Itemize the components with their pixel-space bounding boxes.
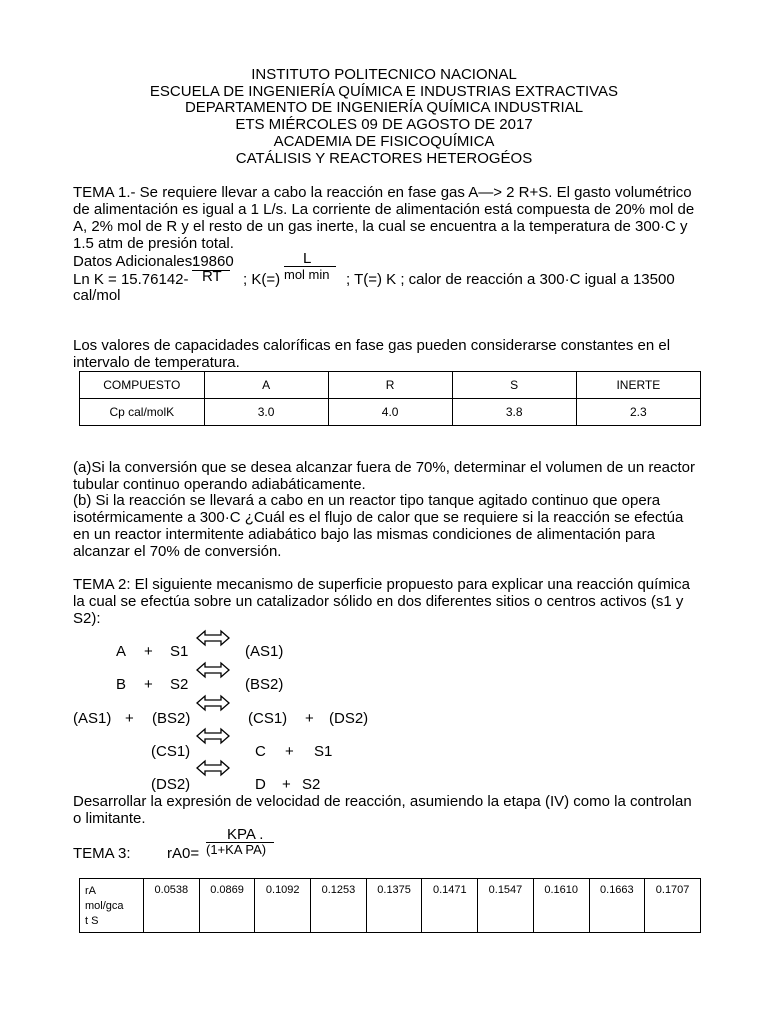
cp-header-a: A [204, 372, 328, 399]
rate-value-2: 0.0869 [199, 879, 255, 933]
equilibrium-arrow-2-icon [194, 661, 232, 679]
mech1-product: (AS1) [245, 643, 284, 660]
rate-header-line-2: mol/gca [85, 900, 124, 912]
rate-value-3: 0.1092 [255, 879, 311, 933]
mech3-plus2: + [305, 710, 314, 727]
header-institution: INSTITUTO POLITECNICO NACIONAL [251, 66, 517, 83]
rate-value-10: 0.1707 [645, 879, 701, 933]
header-department: DEPARTAMENTO DE INGENIERÍA QUÍMICA INDUSTRIAL [184, 99, 584, 117]
mech3-product-ds2: (DS2) [329, 710, 369, 727]
cp-value-inerte: 2.3 [576, 399, 700, 426]
equilibrium-arrow-3-icon [194, 694, 232, 712]
mech4-product-s1: S1 [314, 743, 333, 760]
mech2-product: (BS2) [245, 676, 284, 693]
tema1-intro: TEMA 1.- Se requiere llevar a cabo la reacción en fase gas A—> 2 R+S. El gasto volumétrico de alimentación es igual a 1 L/s. La corriente de alimentación está compuesta de 20% mol de A, 2% mol de R y el resto de un gas inerte, la cual se encuentra a la temperatura de 300·C y 1.5 atm de presión total. [73, 184, 695, 252]
mech4-product-c: C [255, 743, 266, 760]
table-row [80, 372, 701, 399]
cp-value-s: 3.8 [452, 399, 576, 426]
cp-row-label: Cp cal/molK [80, 399, 205, 426]
mech3-reactant-bs2: (BS2) [152, 710, 191, 727]
rate-value-9: 0.1663 [589, 879, 645, 933]
mech5-reactant-ds2: (DS2) [151, 776, 191, 793]
frac2-numerator: L [303, 250, 312, 267]
mech2-plus: + [144, 676, 153, 693]
header-course: CATÁLISIS Y REACTORES HETEROGÉOS [235, 149, 533, 167]
mech5-product-s2: S2 [302, 776, 321, 793]
cp-value-r: 4.0 [328, 399, 452, 426]
frac1-denominator: RT [202, 268, 222, 285]
rate-value-5: 0.1375 [366, 879, 422, 933]
cp-header-s: S [452, 372, 576, 399]
frac2-denominator: mol min [284, 267, 330, 282]
cp-header-compuesto: COMPUESTO [80, 372, 205, 399]
rate-value-4: 0.1253 [311, 879, 367, 933]
table-row [80, 879, 701, 933]
mech3-product-cs1: (CS1) [248, 710, 288, 727]
tema2-intro: TEMA 2: El siguiente mecanismo de superficie propuesto para explicar una reacción química la cual se efectúa sobre un catalizador sólido en dos diferentes sitios o centros activos (s1 y S2): [73, 576, 690, 627]
tema1-tail: ; T(=) K ; calor de reacción a 300·C igual a 13500 [346, 271, 675, 288]
mech4-plus: + [285, 743, 294, 760]
mech3-plus: + [125, 710, 134, 727]
tema2-conclusion: Desarrollar la expresión de velocidad de reacción, asumiendo la etapa (IV) como la controlan o limitante. [73, 793, 692, 827]
lnk-expression: Ln K = 15.76142- [73, 271, 189, 288]
header-academy: ACADEMIA DE FISICOQUÍMICA [273, 132, 495, 150]
rate-value-6: 0.1471 [422, 879, 478, 933]
mech5-product-d: D [255, 776, 266, 793]
mech3-reactant-as1: (AS1) [73, 710, 112, 727]
mech4-reactant-cs1: (CS1) [151, 743, 191, 760]
mech2-site-s2: S2 [170, 676, 189, 693]
table-row [80, 399, 701, 426]
tema3-rate-label: rA0= [167, 845, 200, 862]
equilibrium-arrow-4-icon [194, 727, 232, 745]
rate-value-8: 0.1610 [533, 879, 589, 933]
datos-adicionales-label: Datos Adicionales: [73, 253, 197, 270]
mech1-site-s1: S1 [170, 643, 189, 660]
tema1-part-b: (b) Si la reacción se llevará a cabo en un reactor tipo tanque agitado continuo que opera isotérmicamente a 300·C ¿Cuál es el flujo de calor que se requiere si la reacción se efectúa en un reactor intermitente adiabático bajo las mismas condiciones de alimentación para alcanzar el 70% de conversión. [73, 492, 684, 560]
equilibrium-arrow-1-icon [194, 629, 232, 647]
header-school: ESCUELA DE INGENIERÍA QUÍMICA E INDUSTRIAS EXTRACTIVAS [149, 82, 619, 100]
frac1-numerator: 19860 [192, 253, 234, 270]
mech5-plus: + [282, 776, 291, 793]
tema3-numerator: KPA . [227, 826, 264, 843]
header-exam-date: ETS MIÉRCOLES 09 DE AGOSTO DE 2017 [235, 116, 533, 134]
rate-header-line-1: rA [85, 885, 96, 897]
tema1-part-a: (a)Si la conversión que se desea alcanzar fuera de 70%, determinar el volumen de un reactor tubular continuo operando adiabáticamente. [73, 459, 696, 493]
rate-data-table [79, 878, 701, 933]
cp-header-inerte: INERTE [576, 372, 700, 399]
exam-header [0, 67, 768, 167]
tema3-label: TEMA 3: [73, 845, 131, 862]
rate-value-7: 0.1547 [478, 879, 534, 933]
cp-value-a: 3.0 [204, 399, 328, 426]
tema3-denominator: (1+KA PA) [206, 842, 267, 857]
tema1-tail-units: cal/mol [73, 287, 121, 304]
mech1-plus: + [144, 643, 153, 660]
rate-value-1: 0.0538 [144, 879, 200, 933]
mech1-reactant-a: A [116, 643, 127, 660]
cp-intro: Los valores de capacidades caloríficas en fase gas pueden considerarse constantes en el intervalo de temperatura. [73, 337, 671, 371]
mech2-reactant-b: B [116, 676, 127, 693]
cp-table [79, 371, 701, 426]
equilibrium-arrow-5-icon [194, 759, 232, 777]
rate-header-cell [80, 879, 144, 933]
rate-header-line-3: t S [85, 915, 99, 927]
k-units-label: ; K(=) [243, 271, 281, 288]
cp-header-r: R [328, 372, 452, 399]
